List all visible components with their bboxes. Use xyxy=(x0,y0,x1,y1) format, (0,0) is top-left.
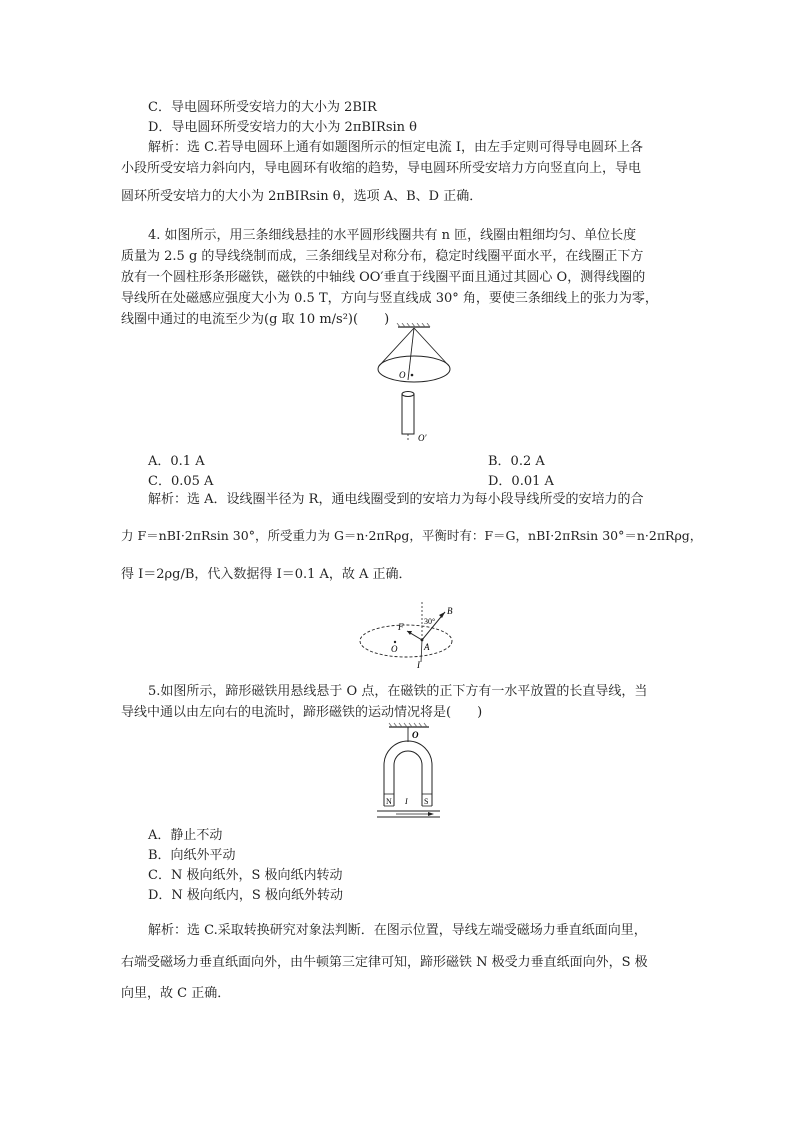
q4-stem-line-3: 放有一个圆柱形条形磁铁，磁铁的中轴线 OO′垂直于线圈平面且通过其圆心 O，测得线圈的 xyxy=(121,270,646,285)
q4-stem-line-4: 导线所在处磁感应强度大小为 0.5 T，方向与竖直线成 30° 角，要使三条细线上的张力为零， xyxy=(121,291,658,306)
horseshoe-magnet-figure xyxy=(374,722,444,822)
fig3-label-o: O xyxy=(412,730,419,740)
q4-solution-line-1: 解析：选 A．设线圈半径为 R，通电线圈受到的安培力为每小段导线所受的安培力的合 xyxy=(148,492,644,507)
coil-magnet-figure xyxy=(370,323,460,443)
q5-option-a: A．静止不动 xyxy=(148,828,223,843)
q4-solution-line-3: 得 I＝2ρg/B，代入数据得 I＝0.1 A，故 A 正确． xyxy=(121,567,412,582)
q5-option-d: D．N 极向纸内，S 极向纸外转动 xyxy=(148,888,343,903)
fig2-label-b: B xyxy=(447,606,453,616)
fig3-label-n: N xyxy=(386,797,392,806)
q4-stem-line-2: 质量为 2.5 g 的导线绕制而成，三条细线呈对称分布，稳定时线圈平面水平，在线圈正下方 xyxy=(121,249,644,264)
q3-option-c: C．导电圆环所受安培力的大小为 2BIR xyxy=(148,100,377,115)
q5-option-c: C．N 极向纸外，S 极向纸内转动 xyxy=(148,868,343,883)
fig2-label-i: I xyxy=(417,660,420,670)
fig2-label-angle: 30° xyxy=(424,617,436,626)
q4-option-b: B．0.2 A xyxy=(488,454,545,469)
q3-solution-line-1: 解析：选 C.若导电圆环上通有如题图所示的恒定电流 I，由左手定则可得导电圆环上各 xyxy=(148,140,644,155)
q5-solution-line-2: 右端受磁场力垂直纸面向外，由牛顿第三定律可知，蹄形磁铁 N 极受力垂直纸面向外，S 极 xyxy=(121,955,648,970)
q5-solution-line-1: 解析：选 C.采取转换研究对象法判断．在图示位置，导线左端受磁场力垂直纸面向里， xyxy=(148,923,647,938)
q5-stem-line-2: 导线中通以由左向右的电流时，蹄形磁铁的运动情况将是( ) xyxy=(121,705,483,720)
force-diagram-figure xyxy=(358,600,468,672)
q3-option-d: D．导电圆环所受安培力的大小为 2πBIRsin θ xyxy=(148,120,418,135)
q5-option-b: B．向纸外平动 xyxy=(148,848,236,863)
fig3-label-s: S xyxy=(424,797,429,806)
q4-solution-line-2: 力 F＝nBI·2πRsin 30°，所受重力为 G＝n·2πRρg，平衡时有：F＝G，nBI·2πRsin 30°＝n·2πRρg， xyxy=(121,528,703,543)
fig2-label-f: F xyxy=(398,622,404,632)
fig2-label-o: O xyxy=(391,644,398,654)
q4-stem-line-1: 4. 如图所示，用三条细线悬挂的水平圆形线圈共有 n 匝，线圈由粗细均匀、单位长度 xyxy=(148,228,637,243)
fig1-label-oprime: O′ xyxy=(418,433,427,443)
fig3-label-i: I xyxy=(405,797,408,806)
q3-solution-line-2: 小段所受安培力斜向内，导电圆环有收缩的趋势，导电圆环所受安培力方向竖直向上，导电 xyxy=(121,161,642,176)
q5-stem-line-1: 5.如图所示，蹄形磁铁用悬线悬于 O 点，在磁铁的正下方有一水平放置的长直导线，当 xyxy=(148,684,648,699)
fig2-label-a: A xyxy=(424,642,430,652)
q5-solution-line-3: 向里，故 C 正确． xyxy=(121,986,231,1001)
q4-stem-line-5: 线圈中通过的电流至少为(g 取 10 m/s²)( ) xyxy=(121,312,390,327)
q4-option-a: A．0.1 A xyxy=(148,454,205,469)
q4-option-c: C．0.05 A xyxy=(148,474,214,489)
q3-solution-line-3: 圆环所受安培力的大小为 2πBIRsin θ，选项 A、B、D 正确． xyxy=(121,189,483,204)
q4-option-d: D．0.01 A xyxy=(488,474,554,489)
fig1-label-o: O xyxy=(399,370,406,380)
